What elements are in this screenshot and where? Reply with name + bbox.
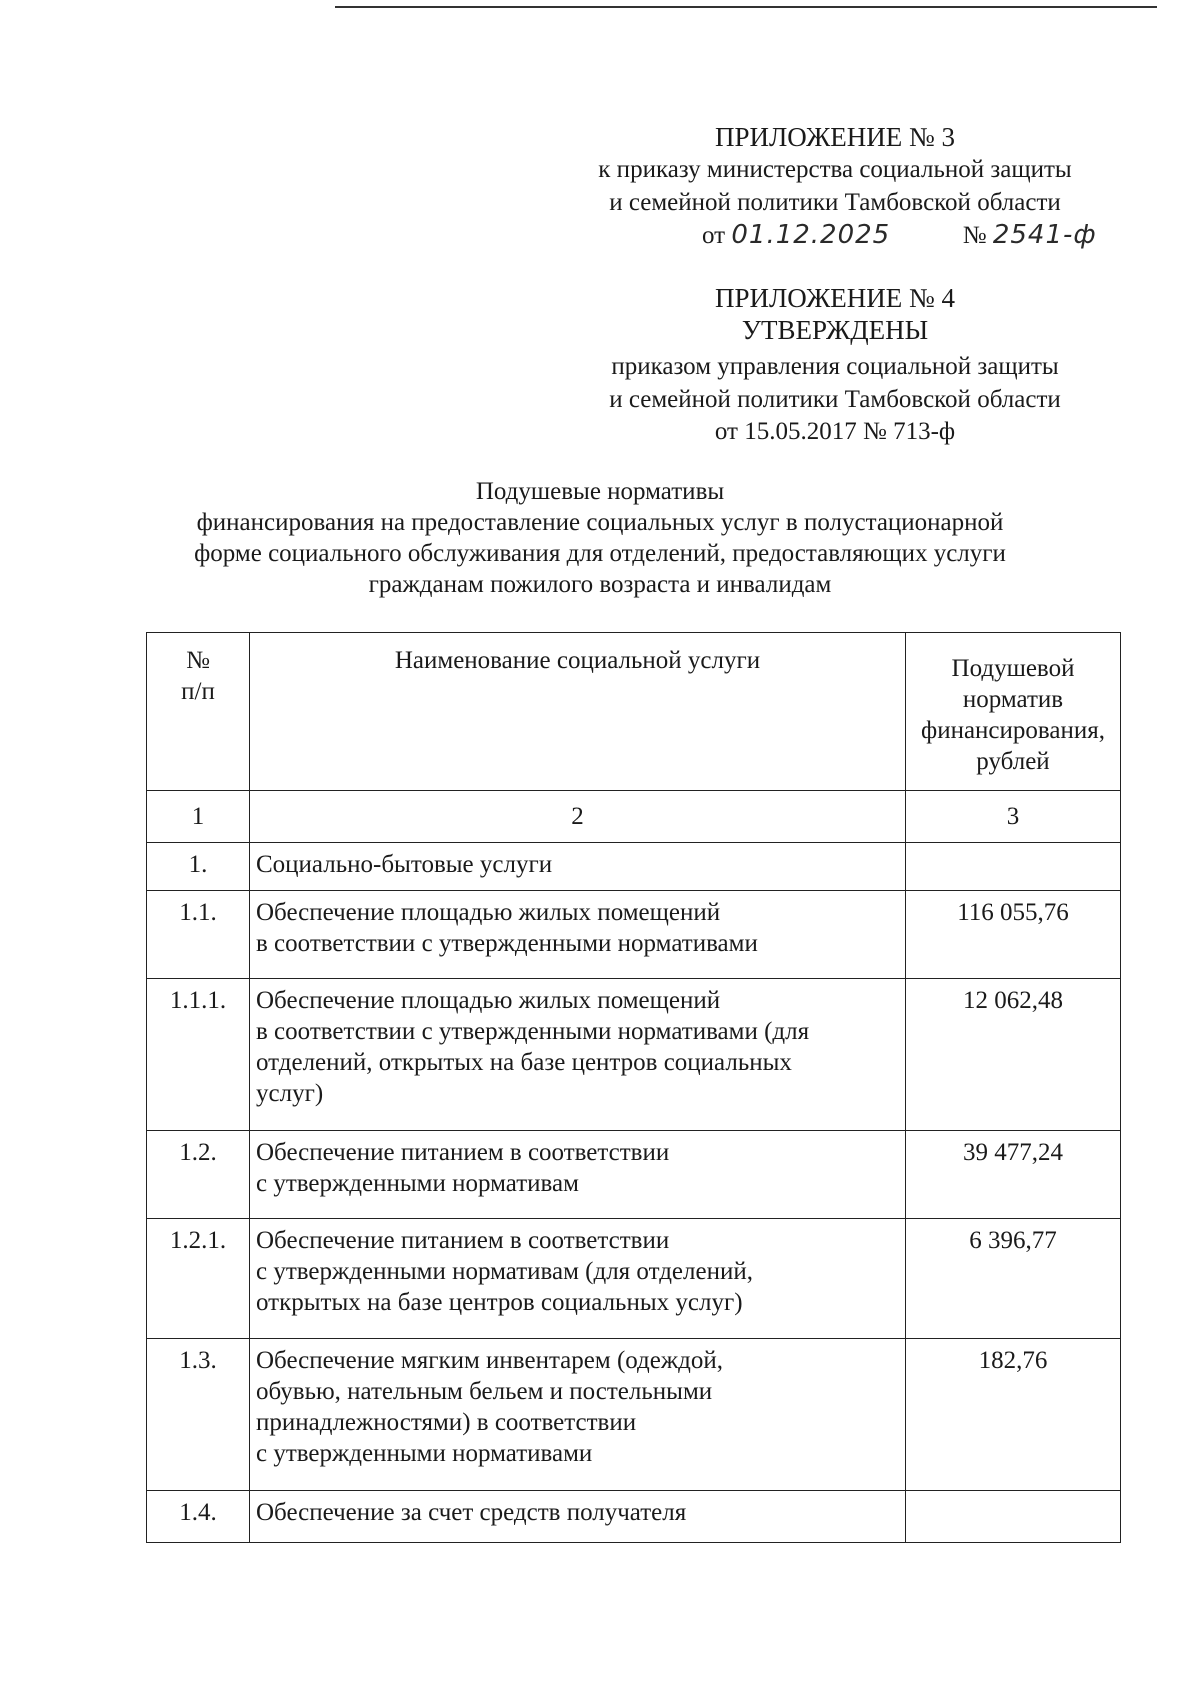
row-number: 1.2.1. bbox=[147, 1219, 250, 1339]
approved-by-line-2: и семейной политики Тамбовской области bbox=[609, 386, 1061, 413]
norm-value: 116 055,76 bbox=[906, 891, 1121, 979]
title-line-1: Подушевые нормативы bbox=[475, 478, 725, 505]
table-row bbox=[147, 1219, 1121, 1339]
number-prefix: № bbox=[962, 222, 987, 249]
table-row bbox=[147, 843, 1121, 891]
table-row bbox=[147, 1131, 1121, 1219]
service-name: Обеспечение площадью жилых помещений в соответствии с утвержденными нормативами (для отделений, открытых на базе центров социальных услуг) bbox=[250, 979, 906, 1131]
table-row bbox=[147, 891, 1121, 979]
service-name: Обеспечение за счет средств получателя bbox=[250, 1491, 906, 1543]
approved-by-line-1: приказом управления социальной защиты bbox=[611, 353, 1059, 380]
table-header-row bbox=[147, 633, 1121, 791]
title-line-2: финансирования на предоставление социальных услуг в полустационарной bbox=[196, 509, 1004, 536]
norm-value bbox=[906, 1491, 1121, 1543]
service-name: Обеспечение питанием в соответствии с утвержденными нормативам bbox=[250, 1131, 906, 1219]
service-name: Обеспечение мягким инвентарем (одеждой, обувью, нательным бельем и постельными принадлежностями) в соответствии с утвержденными нормативами bbox=[250, 1339, 906, 1491]
column-number: 3 bbox=[906, 791, 1121, 843]
row-number: 1.3. bbox=[147, 1339, 250, 1491]
column-number: 2 bbox=[250, 791, 906, 843]
norm-value: 182,76 bbox=[906, 1339, 1121, 1491]
order-reference-line-1: к приказу министерства социальной защиты bbox=[598, 156, 1072, 183]
service-name: Социально-бытовые услуги bbox=[250, 843, 906, 891]
column-number-row bbox=[147, 791, 1121, 843]
norm-value: 12 062,48 bbox=[906, 979, 1121, 1131]
approved-date: от 15.05.2017 № 713-ф bbox=[714, 418, 956, 445]
handwritten-date: 01.12.2025 bbox=[731, 220, 891, 250]
norm-value: 39 477,24 bbox=[906, 1131, 1121, 1219]
row-number: 1. bbox=[147, 843, 250, 891]
service-name: Обеспечение питанием в соответствии с утвержденными нормативам (для отделений, открытых на базе центров социальных услуг) bbox=[250, 1219, 906, 1339]
order-reference-line-2: и семейной политики Тамбовской области bbox=[609, 189, 1061, 216]
table-row bbox=[147, 1491, 1121, 1543]
approved-heading: УТВЕРЖДЕНЫ bbox=[741, 315, 929, 345]
header-service-name: Наименование социальной услуги bbox=[250, 633, 906, 791]
scan-edge-line bbox=[335, 6, 1157, 8]
row-number: 1.2. bbox=[147, 1131, 250, 1219]
row-number: 1.4. bbox=[147, 1491, 250, 1543]
row-number: 1.1. bbox=[147, 891, 250, 979]
norm-value: 6 396,77 bbox=[906, 1219, 1121, 1339]
handwritten-number: 2541-ф bbox=[992, 220, 1097, 250]
header-number: № п/п bbox=[147, 633, 250, 791]
title-line-4: гражданам пожилого возраста и инвалидам bbox=[368, 571, 832, 598]
column-number: 1 bbox=[147, 791, 250, 843]
appendix-4-heading: ПРИЛОЖЕНИЕ № 4 bbox=[714, 283, 956, 313]
date-prefix: от bbox=[702, 222, 726, 249]
header-norm: Подушевой норматив финансирования, рублей bbox=[906, 633, 1121, 791]
row-number: 1.1.1. bbox=[147, 979, 250, 1131]
service-name: Обеспечение площадью жилых помещений в соответствии с утвержденными нормативами bbox=[250, 891, 906, 979]
table-row bbox=[147, 979, 1121, 1131]
document-title bbox=[0, 476, 1200, 600]
norms-table bbox=[146, 632, 1121, 1543]
title-line-3: форме социального обслуживания для отделений, предоставляющих услуги bbox=[194, 540, 1006, 567]
table-row bbox=[147, 1339, 1121, 1491]
order-date-line bbox=[702, 220, 1097, 251]
appendix-3-heading: ПРИЛОЖЕНИЕ № 3 bbox=[714, 122, 956, 152]
norm-value bbox=[906, 843, 1121, 891]
